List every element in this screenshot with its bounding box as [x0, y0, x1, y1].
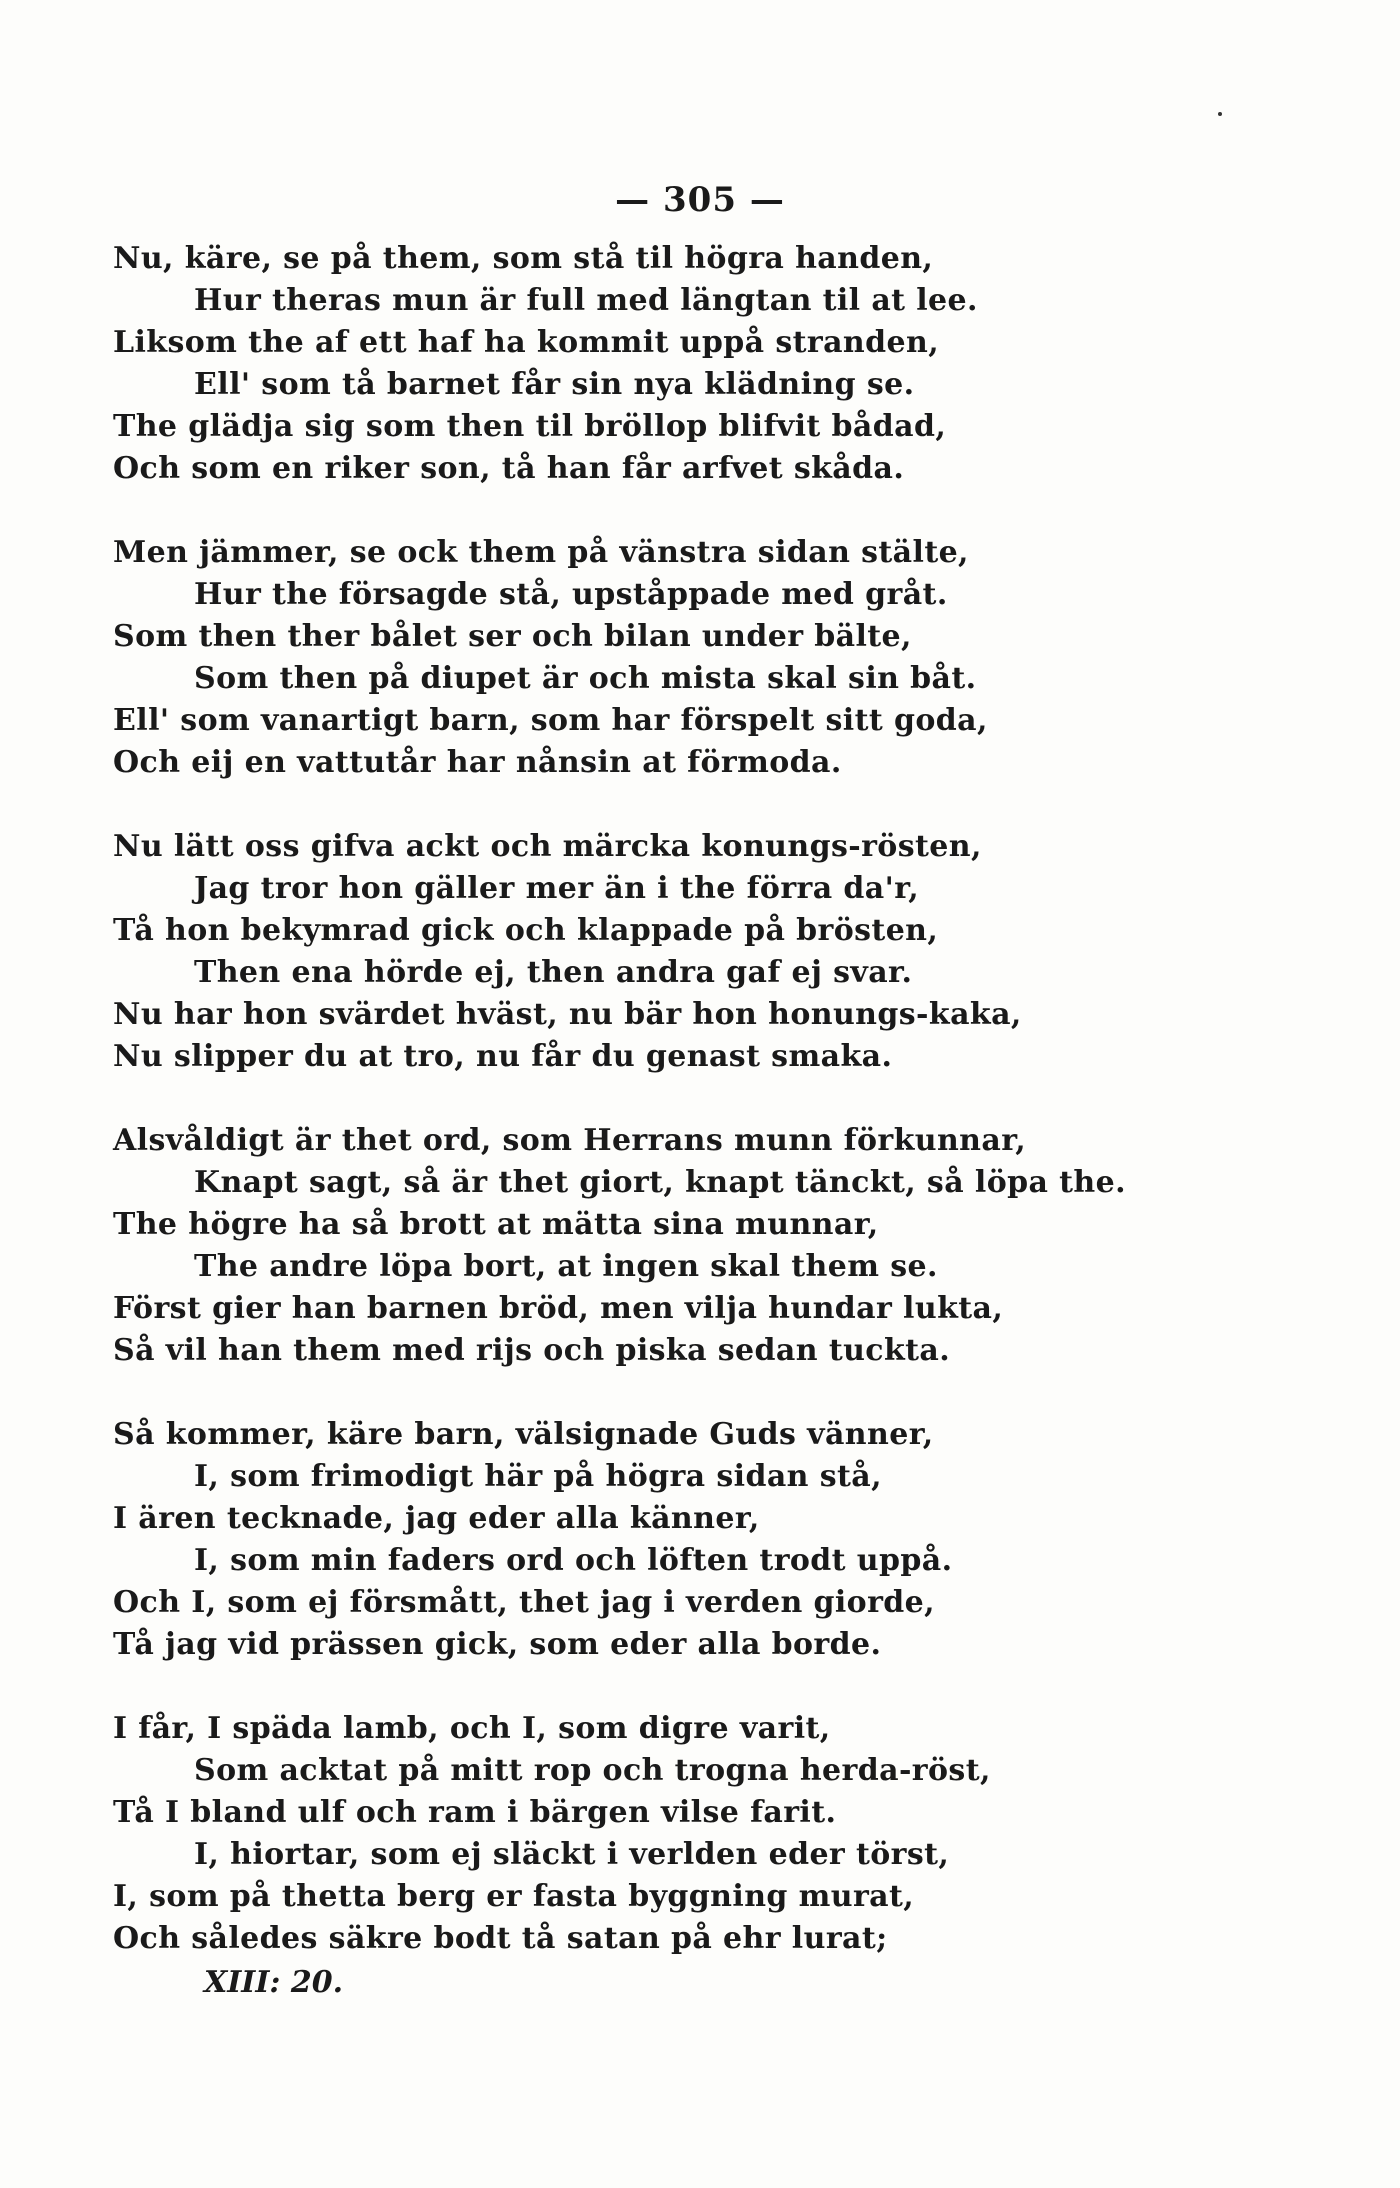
verse-line: Som then på diupet är och mista skal sin båt. — [194, 661, 977, 696]
verse-line: The glädja sig som then til bröllop blifvit bådad, — [113, 409, 947, 444]
verse-line: Först gier han barnen bröd, men vilja hundar lukta, — [113, 1291, 1004, 1326]
verse-line: Liksom the af ett haf ha kommit uppå stranden, — [113, 325, 940, 360]
verse-line: Nu slipper du at tro, nu får du genast smaka. — [113, 1039, 893, 1074]
verse-line: Och som en riker son, tå han får arfvet skåda. — [113, 451, 905, 486]
stanza — [113, 532, 1293, 784]
verse-line: I, som på thetta berg er fasta byggning murat, — [113, 1879, 915, 1914]
stanza — [113, 1708, 1293, 1960]
verse-line: Nu har hon svärdet hväst, nu bär hon honungs-kaka, — [113, 997, 1022, 1032]
page-number-header: — 305 — — [615, 180, 785, 220]
verse-line: Som then ther bålet ser och bilan under bälte, — [113, 619, 912, 654]
verse-line: Jag tror hon gäller mer än i the förra da'r, — [194, 871, 920, 906]
poem-body — [113, 238, 1293, 2004]
verse-line: Tå hon bekymrad gick och klappade på brösten, — [113, 913, 939, 948]
verse-line: Tå jag vid prässen gick, som eder alla borde. — [113, 1627, 882, 1662]
verse-line: I, hiortar, som ej släckt i verlden eder törst, — [194, 1837, 950, 1872]
verse-line: The andre löpa bort, at ingen skal them se. — [194, 1249, 938, 1284]
verse-line: I, som frimodigt här på högra sidan stå, — [194, 1459, 882, 1494]
verse-line: Ell' som tå barnet får sin nya klädning se. — [194, 367, 915, 402]
stanza — [113, 1414, 1293, 1666]
verse-line: Nu, käre, se på them, som stå til högra handen, — [113, 241, 934, 276]
verse-line: Och I, som ej försmått, thet jag i verden giorde, — [113, 1585, 935, 1620]
verse-line: Så kommer, käre barn, välsignade Guds vänner, — [113, 1417, 934, 1452]
verse-line: Nu lätt oss gifva ackt och märcka konungs-rösten, — [113, 829, 982, 864]
verse-line: Men jämmer, se ock them på vänstra sidan stälte, — [113, 535, 969, 570]
verse-line: Och eij en vattutår har nånsin at förmoda. — [113, 745, 842, 780]
verse-line: Ell' som vanartigt barn, som har förspelt sitt goda, — [113, 703, 988, 738]
verse-line: Alsvåldigt är thet ord, som Herrans munn förkunnar, — [113, 1123, 1027, 1158]
print-speck — [1218, 112, 1222, 116]
verse-line: Then ena hörde ej, then andra gaf ej svar. — [194, 955, 913, 990]
verse-line: Hur the försagde stå, upståppade med gråt. — [194, 577, 948, 612]
verse-line: Som acktat på mitt rop och trogna herda-röst, — [194, 1753, 991, 1788]
verse-line: Knapt sagt, så är thet giort, knapt tänckt, så löpa the. — [194, 1165, 1126, 1200]
catchword-signature: XIII: 20. — [204, 1965, 344, 2000]
verse-line: Och således säkre bodt tå satan på ehr lurat; — [113, 1921, 888, 1956]
verse-line: Så vil han them med rijs och piska sedan tuckta. — [113, 1333, 951, 1368]
verse-line: Tå I bland ulf och ram i bärgen vilse farit. — [113, 1795, 837, 1830]
stanza — [113, 826, 1293, 1078]
verse-line: I får, I späda lamb, och I, som digre varit, — [113, 1711, 831, 1746]
stanza — [113, 238, 1293, 490]
verse-line: I ären tecknade, jag eder alla känner, — [113, 1501, 760, 1536]
verse-line: Hur theras mun är full med längtan til at lee. — [194, 283, 978, 318]
stanza — [113, 1120, 1293, 1372]
verse-line: The högre ha så brott at mätta sina munnar, — [113, 1207, 879, 1242]
verse-line: I, som min faders ord och löften trodt uppå. — [194, 1543, 953, 1578]
